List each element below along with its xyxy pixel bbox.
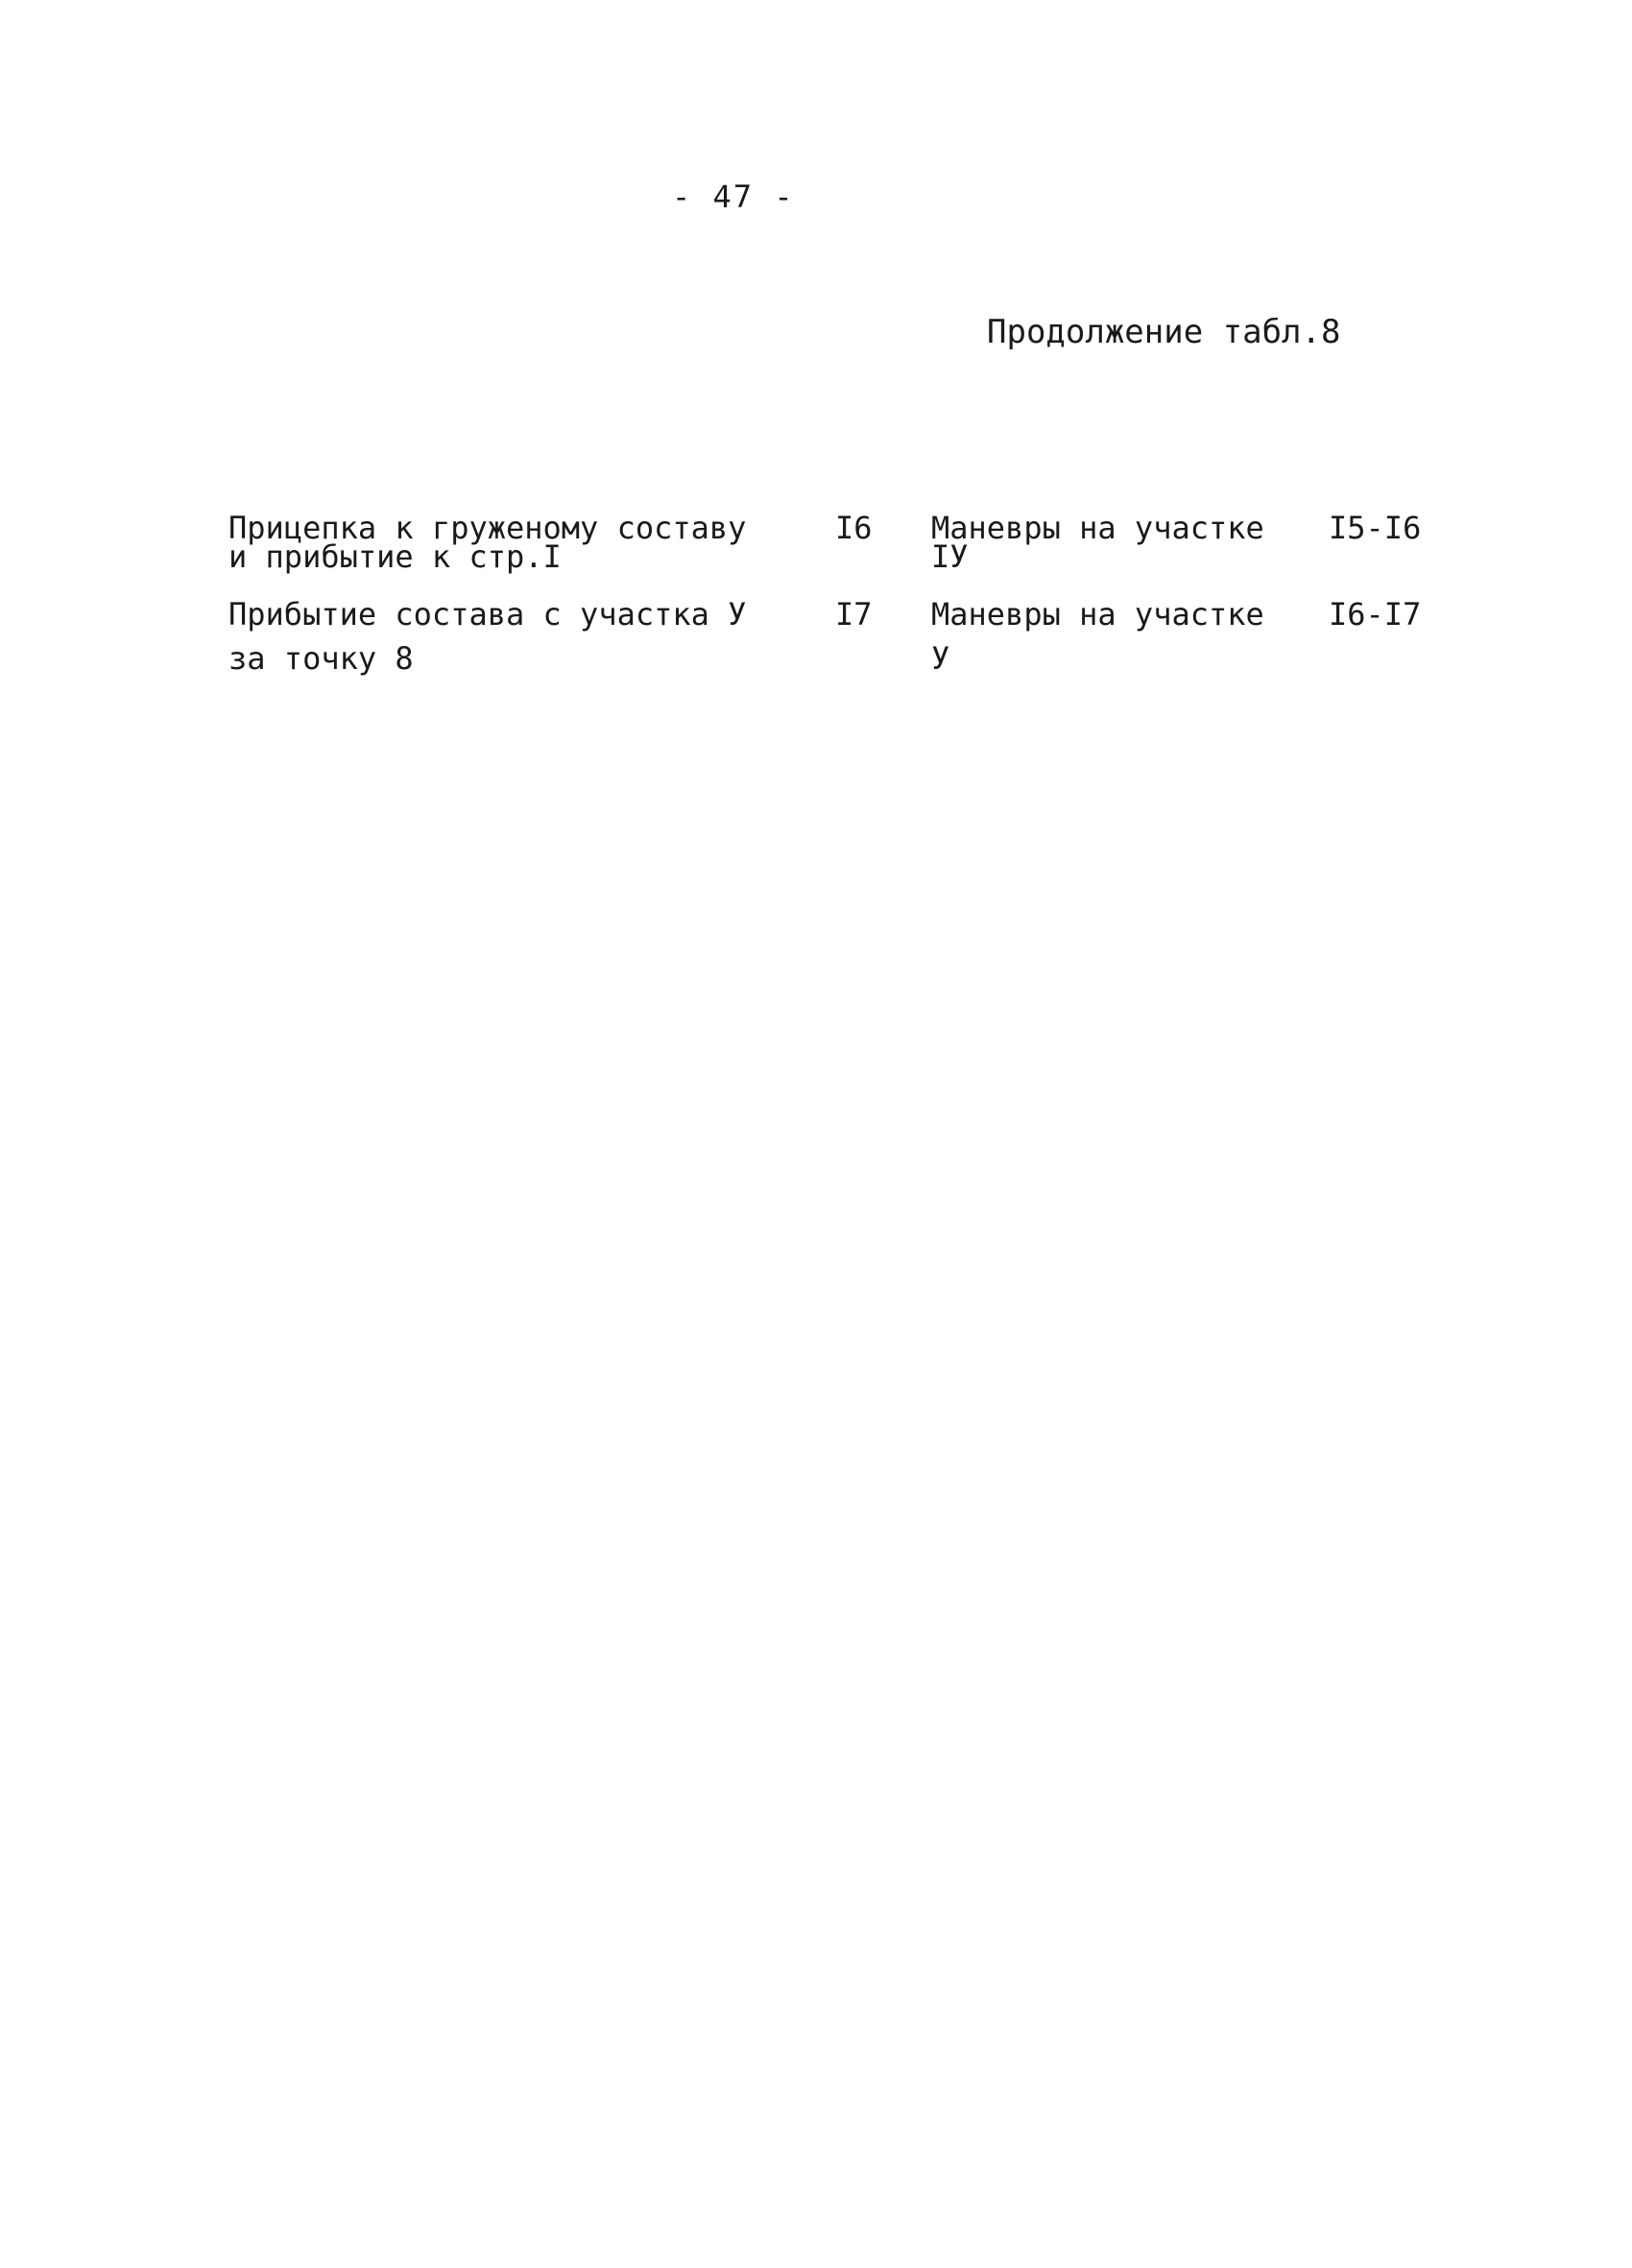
table-row (228, 592, 1438, 679)
operation-text-line-2: и прибытие к стр.I (228, 538, 562, 575)
maneuver-text-line-2: IУ (931, 538, 969, 575)
operation-cell (228, 510, 747, 575)
operation-number: I6 (835, 510, 873, 546)
maneuver-cell (931, 592, 1264, 680)
maneuver-text-line-1: Маневры на участке (931, 510, 1264, 546)
table-continuation-note: Продолжение табл.8 (987, 313, 1341, 351)
operation-number: I7 (835, 596, 873, 633)
range-cell: I5-I6 (1329, 510, 1422, 546)
operation-cell (228, 592, 746, 680)
page-number: - 47 - (672, 179, 795, 215)
operation-text-line-1: Прибытие состава с участка У (228, 596, 747, 633)
table-row (228, 510, 1438, 592)
maneuver-text-line-1: Маневры на участке (931, 596, 1264, 633)
maneuver-cell (931, 510, 1264, 575)
operation-text-line-2: за точку 8 (228, 640, 414, 677)
range-cell: I6-I7 (1329, 596, 1422, 633)
operations-table (228, 510, 1438, 679)
operation-text-line-1: Прицепка к груженому составу (228, 510, 747, 546)
maneuver-text-line-2: У (931, 640, 950, 677)
